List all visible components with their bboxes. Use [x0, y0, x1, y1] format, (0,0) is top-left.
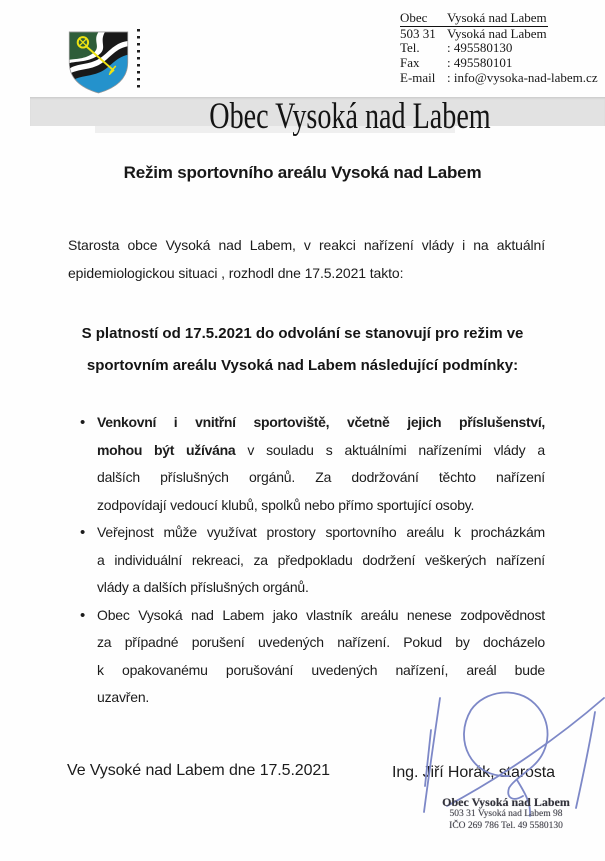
- contact-row-fax: [400, 56, 600, 71]
- contact-row-municipality: [400, 11, 548, 27]
- contact-email: : info@vysoka-nad-labem.cz: [447, 69, 598, 85]
- intro-paragraph: Starosta obce Vysoká nad Labem, v reakci nařízení vlády i na aktuální epidemiologickou situaci , rozhodl dne 17.5.2021 takto:: [68, 237, 545, 281]
- contact-label: Obec: [400, 10, 428, 25]
- statement-paragraph: [0, 318, 605, 382]
- contact-label: Fax: [400, 55, 420, 71]
- contact-label: 503 31: [400, 25, 436, 41]
- statement-line-2: sportovním areálu Vysoká nad Labem následující podmínky:: [86, 357, 519, 374]
- contact-value: : 495580101: [447, 55, 513, 71]
- dotted-separator: [137, 29, 140, 89]
- contact-value: Vysoká nad Labem: [447, 25, 547, 41]
- list-item: • Veřejnost může využívat prostory sportovního areálu k procházkám a individuální rekreaci, za předpokladu dodržení veškerých nařízení vlády a dalších příslušných orgánů.: [68, 519, 545, 602]
- signer-name: Ing. Jiří Horák, starosta: [392, 764, 555, 781]
- municipal-stamp: [420, 795, 592, 832]
- contact-row-email: [400, 71, 600, 86]
- contact-label: Tel.: [400, 40, 420, 56]
- municipality-title: Obec Vysoká nad Labem: [209, 96, 491, 137]
- list-item: • Venkovní i vnitřní sportoviště, včetně jejich příslušenství, mohou být užívána v souladu s aktuálními nařízeními vlády a dalších příslušných orgánů. Za dodržování těchto nařízení zodpovídají vedoucí klubů, spolků nebo přímo sportující osoby.: [68, 409, 545, 519]
- coat-of-arms-icon: [66, 29, 131, 96]
- document-subtitle: Režim sportovního areálu Vysoká nad Labem: [123, 163, 482, 182]
- contact-label: E-mail: [400, 69, 436, 85]
- list-item: • Obec Vysoká nad Labem jako vlastník areálu nenese zodpovědnost za případné porušení uvedených nařízení. Pokud by docházelo k opakovanému porušování uvedených nařízení, areál bude uzavřen.: [68, 602, 545, 712]
- conditions-list: [68, 409, 545, 712]
- stamp-line-3: IČO 269 786 Tel. 49 5580130: [449, 820, 563, 831]
- place-and-date: Ve Vysoké nad Labem dne 17.5.2021: [67, 762, 330, 779]
- statement-line-1: S platností od 17.5.2021 do odvolání se stanovují pro režim ve: [81, 325, 524, 342]
- stamp-line-2: 503 31 Vysoká nad Labem 98: [449, 809, 563, 819]
- contact-row-phone: [400, 41, 600, 56]
- contact-value: Vysoká nad Labem: [447, 10, 547, 25]
- contact-block: [400, 11, 600, 86]
- contact-value: : 495580130: [447, 40, 513, 56]
- stamp-line-1: Obec Vysoká nad Labem: [442, 795, 570, 809]
- contact-row-address: [400, 27, 600, 42]
